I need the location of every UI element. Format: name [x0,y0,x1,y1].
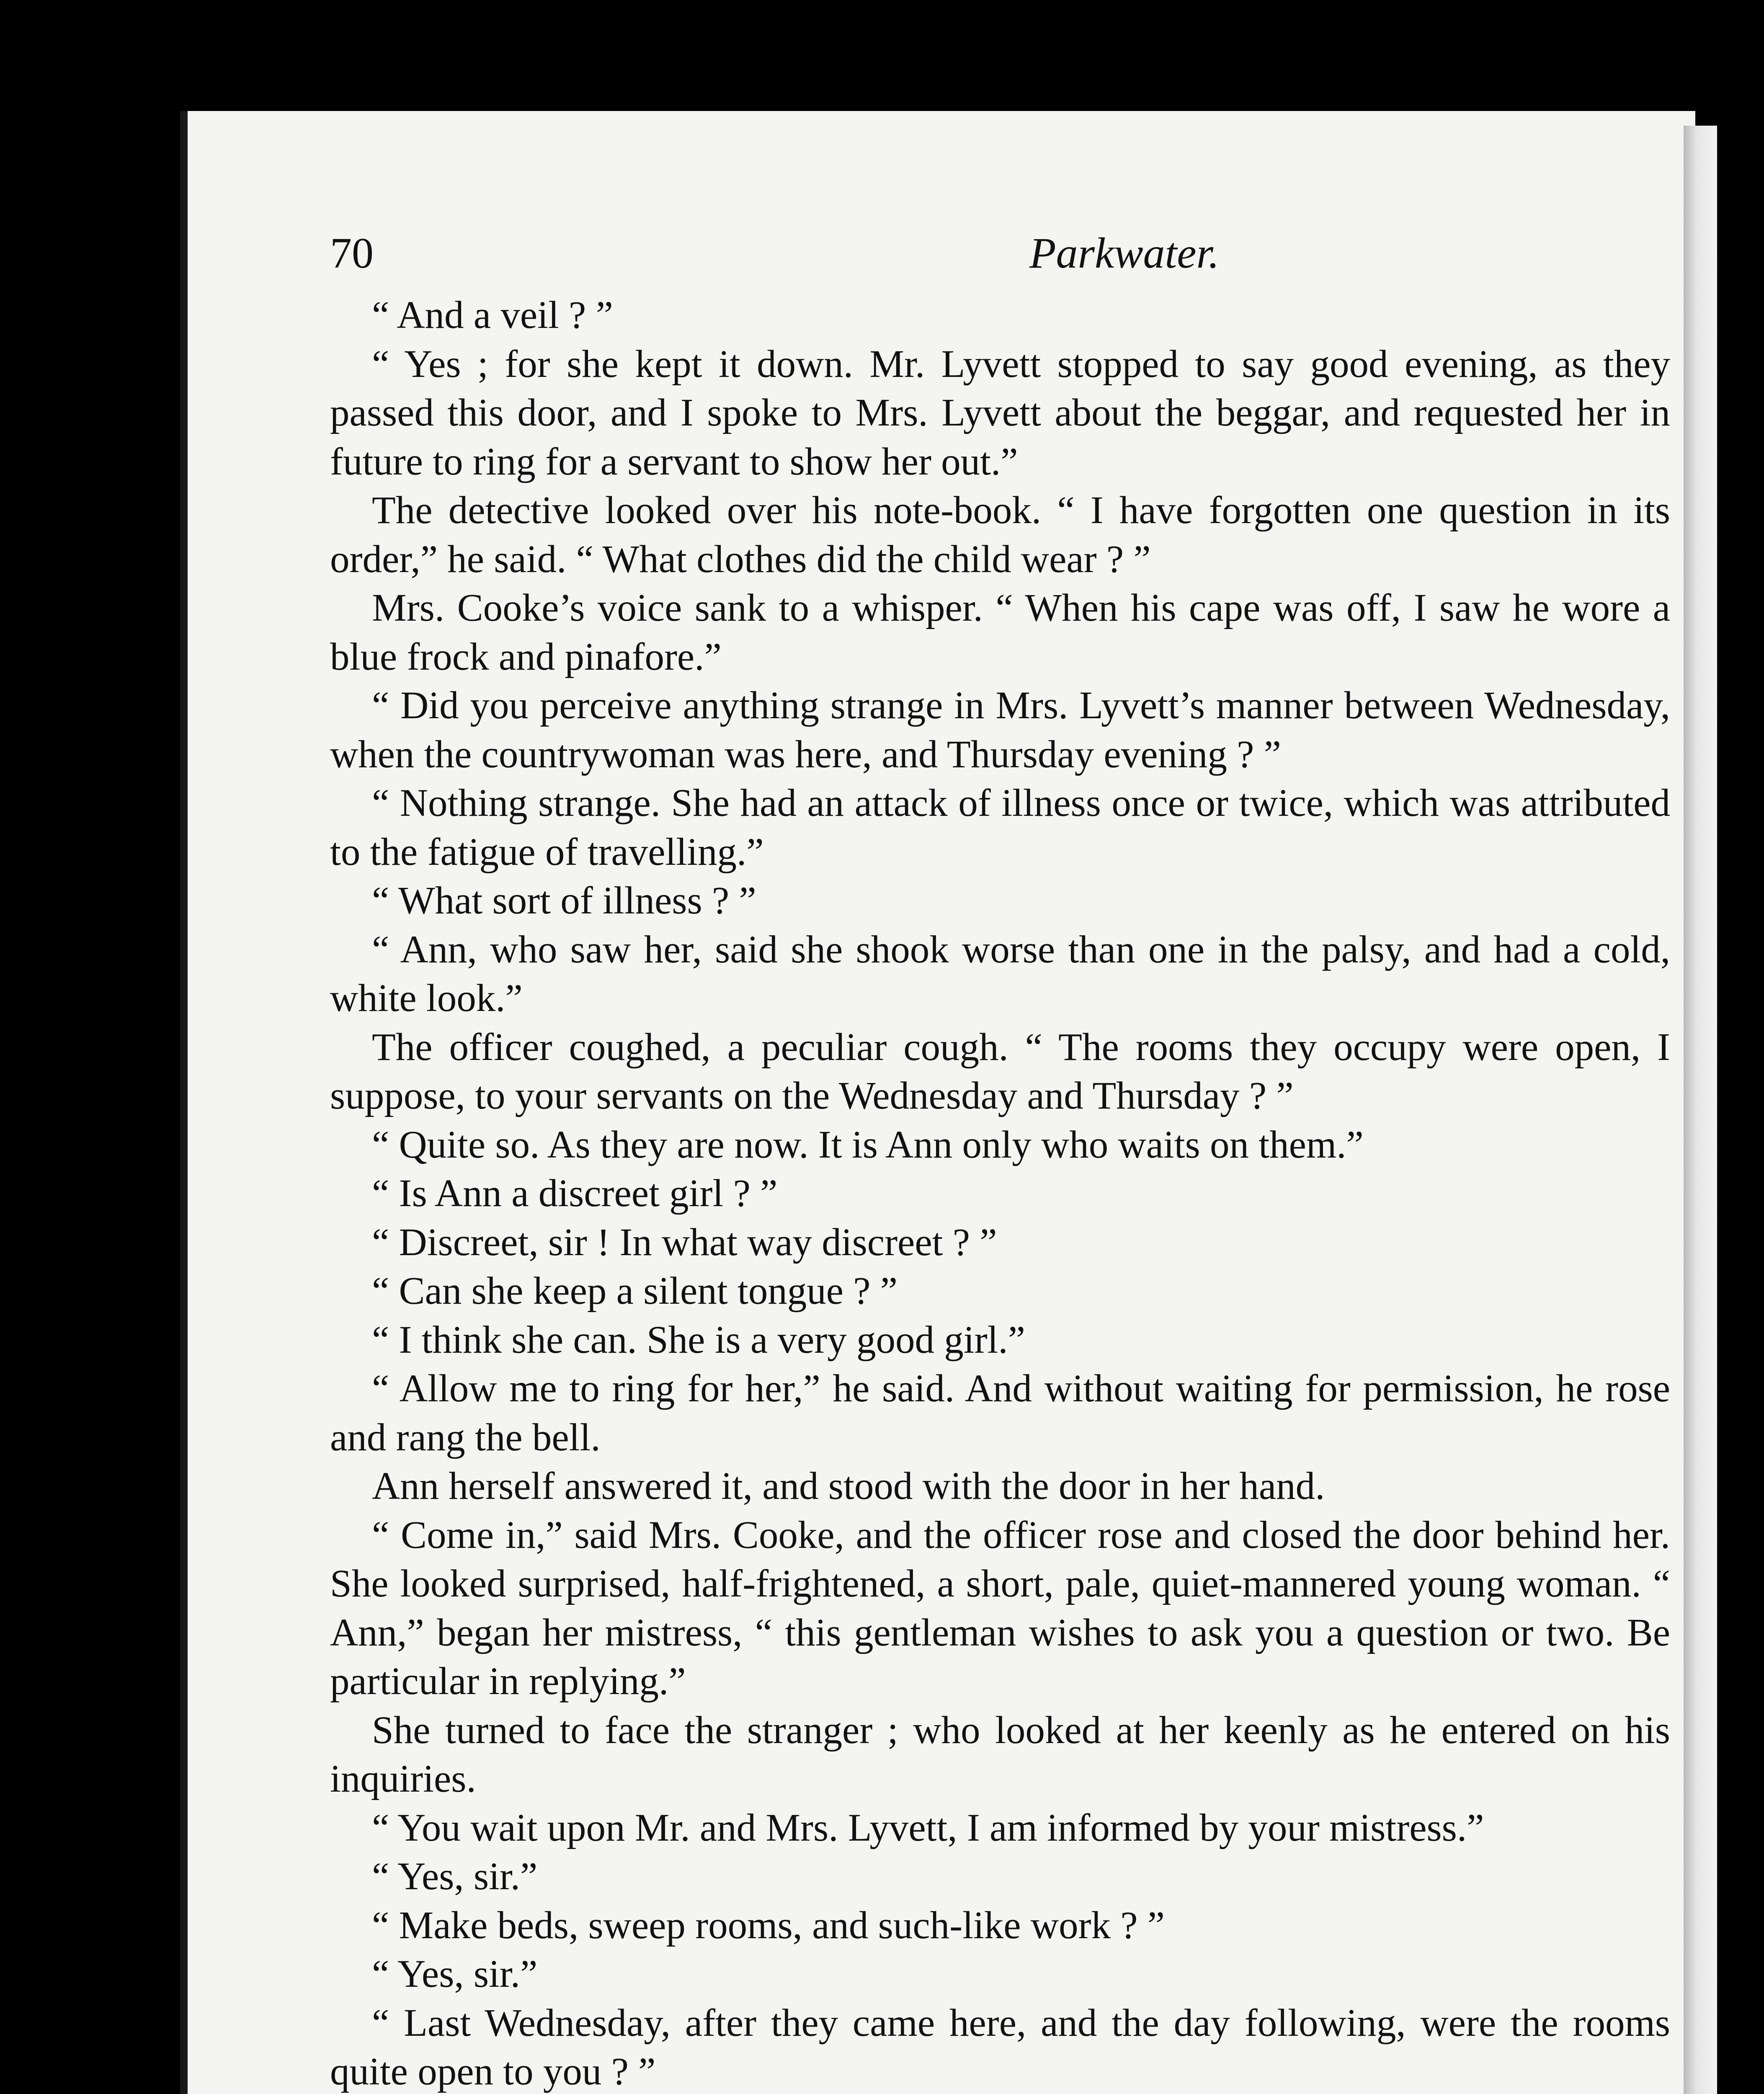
paragraph: “ Can she keep a silent tongue ? ” [372,1269,898,1313]
paragraph: “ Ann, who saw her, said she shook worse than one in the palsy, and had a cold, white look.” [330,928,1670,1020]
paragraph: “ Yes, sir.” [372,1952,538,1996]
paragraph: She turned to face the stranger ; who looked at her keenly as he entered on his inquiries. [330,1708,1670,1800]
paragraph: “ You wait upon Mr. and Mrs. Lyvett, I am informed by your mistress.” [372,1806,1484,1849]
body-text [330,291,1670,2094]
paragraph: “ Quite so. As they are now. It is Ann only who waits on them.” [372,1123,1364,1166]
paragraph: “ Nothing strange. She had an attack of illness once or twice, which was attributed to the fatigue of travelling.” [330,781,1670,874]
paragraph: “ Allow me to ring for her,” he said. And without waiting for permission, he rose and rang the bell. [330,1367,1670,1459]
running-title: Parkwater. [1029,229,1220,277]
paragraph: “ Last Wednesday, after they came here, and the day following, were the rooms quite open to you ? ” [330,2001,1670,2093]
paragraph: Ann herself answered it, and stood with the door in her hand. [372,1465,1325,1508]
paragraph: “ Come in,” said Mrs. Cooke, and the officer rose and closed the door behind her. She looked surprised, half-frightened, a short, pale, quiet-mannered young woman. “ Ann,” began her mistress, “ this gentleman wishes to ask you a question or two. Be particular in replying.” [330,1513,1670,1703]
paragraph: Mrs. Cooke’s voice sank to a whisper. “ When his cape was off, I saw he wore a blue frock and pinafore.” [330,586,1670,678]
paragraph: “ Make beds, sweep rooms, and such-like work ? ” [372,1903,1165,1947]
paragraph: The detective looked over his note-book. “ I have forgotten one question in its order,” he said. “ What clothes did the child wear ? ” [330,489,1670,581]
paragraph: “ Is Ann a discreet girl ? ” [372,1172,778,1215]
page-edge [1684,126,1717,2094]
paragraph: “ Discreet, sir ! In what way discreet ? ” [372,1220,997,1264]
page-number: 70 [330,229,374,277]
book-page [180,111,1695,2094]
paragraph: “ And a veil ? ” [372,294,613,337]
paragraph: “ Did you perceive anything strange in Mrs. Lyvett’s manner between Wednesday, when the countrywoman was here, and Thursday evening ? ” [330,684,1670,776]
paragraph: “ What sort of illness ? ” [372,879,756,922]
paragraph: “ I think she can. She is a very good girl.” [372,1318,1025,1362]
paragraph: “ Yes, sir.” [372,1855,538,1898]
paragraph: “ Yes ; for she kept it down. Mr. Lyvett stopped to say good evening, as they passed this door, and I spoke to Mrs. Lyvett about the beggar, and requested her in future to ring for a servant to show her out.” [330,342,1670,483]
paragraph: The officer coughed, a peculiar cough. “ The rooms they occupy were open, I suppose, to your servants on the Wednesday and Thursday ? ” [330,1025,1670,1117]
